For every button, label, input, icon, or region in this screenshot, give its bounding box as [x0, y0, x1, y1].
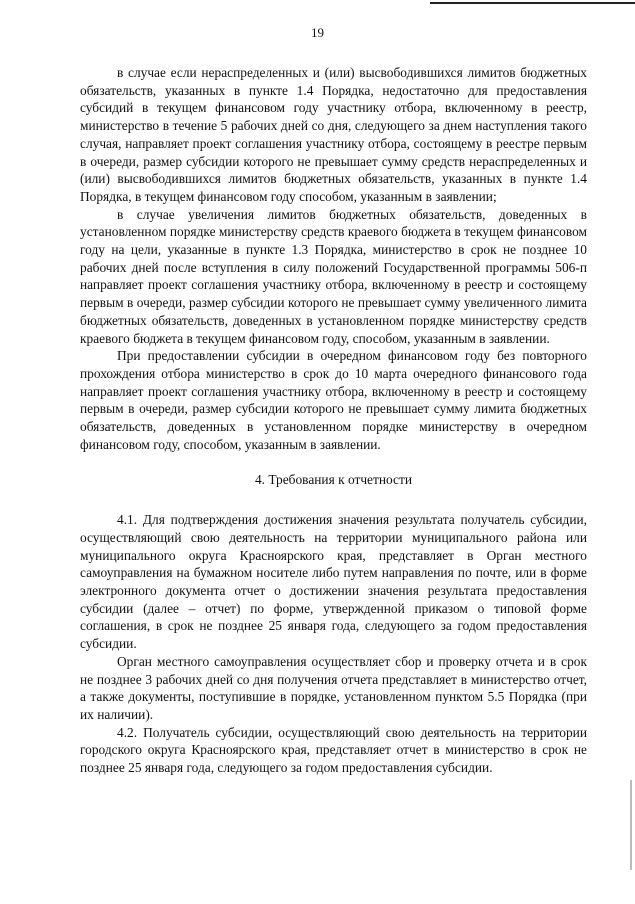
paragraph-limits-insufficient: в случае если нераспределенных и (или) высвободившихся лимитов бюджетных обязательств, указанных в пункте 1.4 Порядка, недостаточно для предоставления субсидий в текущем финансовом году участнику отбора, включенному в реестр, министерство в течение 5 рабочих дней со дня, следующего за днем наступления такого случая, направляет проект соглашения участнику отбора, состоящему в реестре первым в очереди, размер субсидии которого не превышает сумму средств нераспределенных и (или) высвободившихся лимитов бюджетных обязательств, указанных в пункте 1.4 Порядка, в текущем финансовом году способом, указанным в заявлении; — [80, 65, 587, 204]
section-heading: 4. Требования к отчетности — [254, 472, 413, 488]
paragraph-local-authority: Орган местного самоуправления осуществляет сбор и проверку отчета и в срок не позднее 3 рабочих дней со дня получения отчета представляет в министерство отчет, а также документы, поступившие в порядке, установленном пунктом 5.5 Порядка (при их наличии). — [80, 653, 587, 722]
top-edge-rule — [430, 2, 635, 4]
paragraph-next-year: При предоставлении субсидии в очередном финансовом году без повторного прохождения отбора министерство в срок до 10 марта очередного финансового года направляет проект соглашения участнику отбора, включенному в реестр и состоящему первым в очереди, размер субсидии которого не превышает сумму лимита бюджетных обязательств, доведенных в установленном порядке министерству в очередном финансовом году, способом, указанным в заявлении. — [80, 348, 587, 452]
paragraph-4-1: 4.1. Для подтверждения достижения значения результата получатель субсидии, осуществляющий свою деятельность на территории муниципального района или муниципального округа Красноярского края, представляет в Орган местного самоуправления на бумажном носителе либо путем направления по почте, или в форме электронного документа отчет о достижении значения результата предоставления субсидии (далее – отчет) по форме, утвержденной приказом о типовой форме соглашения, в срок не позднее 25 января года, следующего за годом предоставления субсидии. — [80, 512, 587, 652]
scan-edge-mark — [630, 780, 632, 870]
paragraph-limits-increase: в случае увеличения лимитов бюджетных обязательств, доведенных в установленном порядке министерству средств краевого бюджета в текущем финансовом году на цели, указанные в пункте 1.3 Порядка, министерство в срок не позднее 10 рабочих дней после вступления в силу положений Государственной программы 506-п направляет проект соглашения участнику отбора, включенному в реестр и состоящему первым в очереди, размер субсидии которого не превышает сумму увеличенного лимита бюджетных обязательств, доведенных в установленном порядке министерству средств краевого бюджета в текущем финансовом году, способом, указанным в заявлении. — [80, 206, 587, 346]
document-body — [80, 64, 587, 777]
page-number: 19 — [311, 25, 324, 40]
paragraph-4-2: 4.2. Получатель субсидии, осуществляющий свою деятельность на территории городского округа Красноярского края, представляет отчет в министерство в срок не позднее 25 января года, следующего за годом предоставления субсидии. — [80, 724, 587, 776]
